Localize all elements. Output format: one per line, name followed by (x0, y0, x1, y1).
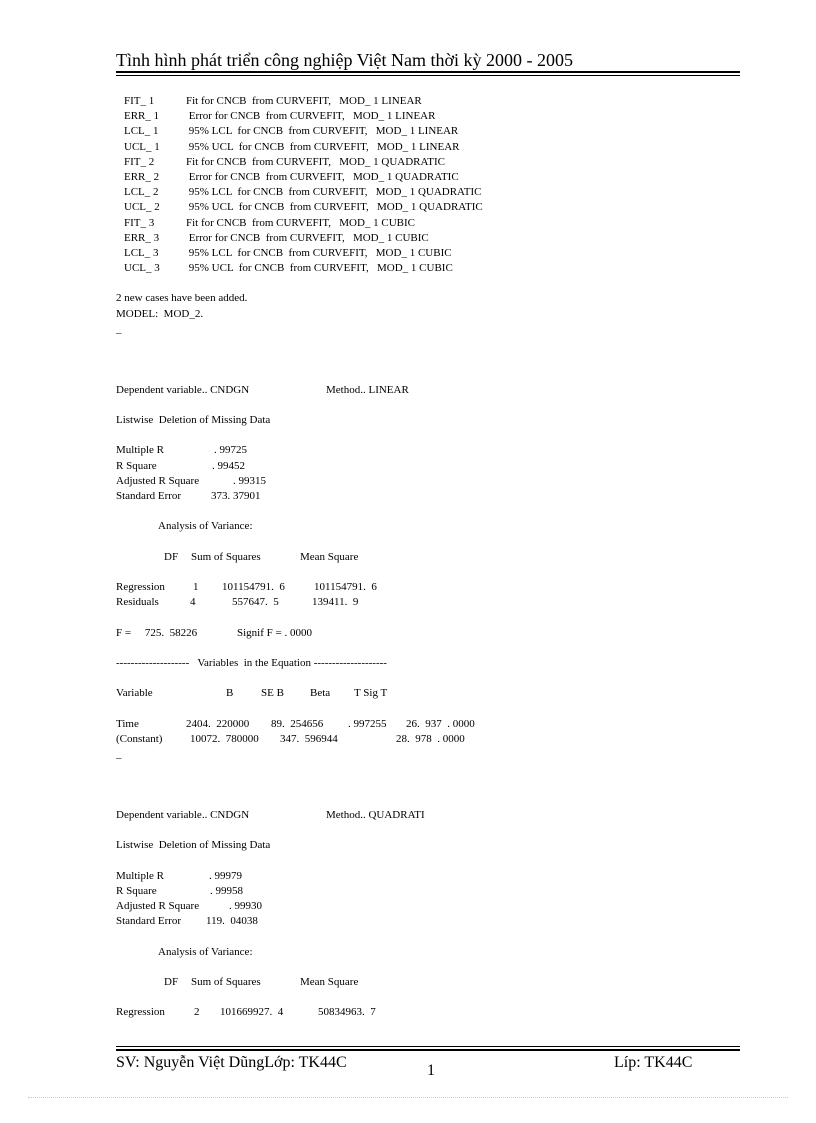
stat-label: Standard Error (116, 915, 182, 928)
spss-output (116, 94, 736, 1020)
coef-seb: 89. 254656 (271, 717, 324, 730)
variable-desc: 95% LCL for CNCB from CURVEFIT, MOD_ 1 LINEAR (186, 125, 459, 138)
anova-row-label: Regression (116, 581, 165, 593)
variable-row (116, 216, 736, 231)
cases-added-note (116, 291, 736, 306)
anova-row-label: Residuals (116, 596, 159, 609)
anova-title-line (116, 519, 736, 534)
coef-beta: . 997255 (348, 717, 387, 730)
variable-name: FIT_ 1 (124, 95, 155, 107)
stat-label: Adjusted R Square (116, 899, 200, 912)
variable-desc: 95% UCL for CNCB from CURVEFIT, MOD_ 1 LINEAR (186, 140, 460, 153)
variable-name: ERR_ 3 (124, 231, 160, 244)
f-value: F = 725. 58226 (116, 626, 198, 639)
variable-name: LCL_ 3 (124, 246, 159, 259)
stat-label: R Square (116, 459, 157, 472)
stat-row (116, 869, 736, 884)
listwise-text: Listwise Deletion of Missing Data (116, 413, 271, 426)
coef-header-var: Variable (116, 687, 153, 700)
anova-row (116, 595, 736, 610)
variable-row (116, 155, 736, 170)
stat-row (116, 489, 736, 504)
coef-t: 28. 978 . 0000 (396, 732, 465, 745)
stat-value: 119. 04038 (206, 915, 258, 928)
variable-desc: Fit for CNCB from CURVEFIT, MOD_ 1 LINEAR (186, 95, 422, 107)
coef-var: Time (116, 717, 139, 730)
vars-in-equation-title: -------------------- Variables in the Equation -------------------- (116, 656, 387, 669)
anova-row-label: Regression (116, 1006, 165, 1019)
coef-var: (Constant) (116, 732, 163, 745)
variable-desc: Error for CNCB from CURVEFIT, MOD_ 1 QUADRATIC (186, 170, 459, 183)
method-label: Method.. LINEAR (326, 383, 409, 396)
variable-list (116, 94, 736, 276)
footer-page-number: 1 (427, 1062, 435, 1079)
stat-value: . 99958 (210, 884, 243, 897)
dependent-line (116, 808, 736, 823)
stat-row (116, 443, 736, 458)
listwise-text: Listwise Deletion of Missing Data (116, 839, 271, 852)
coef-header-beta: Beta (310, 687, 331, 700)
anova-title: Analysis of Variance: (158, 945, 253, 958)
variable-name: LCL_ 1 (124, 125, 159, 138)
variable-desc: 95% LCL for CNCB from CURVEFIT, MOD_ 1 CUBIC (186, 246, 452, 259)
anova-row-ms: 50834963. 7 (318, 1006, 376, 1019)
stat-label: Adjusted R Square (116, 474, 200, 487)
stat-value: . 99315 (233, 474, 266, 487)
page-bottom-dotted-line (28, 1097, 788, 1098)
anova-row-ms: 139411. 9 (312, 596, 359, 609)
variable-row (116, 246, 736, 261)
coef-header-t: T Sig T (354, 687, 388, 700)
anova-header-df: DF (164, 975, 179, 988)
separator-dash (116, 322, 736, 337)
anova-row-df: 2 (194, 1006, 200, 1019)
anova-row-ms: 101154791. 6 (314, 581, 377, 593)
stat-row (116, 459, 736, 474)
variable-desc: Error for CNCB from CURVEFIT, MOD_ 1 LINEAR (186, 110, 436, 123)
anova-header-ss: Sum of Squares (191, 550, 261, 563)
stat-row (116, 474, 736, 489)
anova-header-ms: Mean Square (300, 550, 359, 563)
stat-label: R Square (116, 884, 157, 897)
dash-text: _ (116, 322, 122, 335)
stat-value: . 99725 (214, 444, 247, 457)
coef-header-b: B (226, 687, 234, 700)
stat-value: . 99979 (209, 869, 242, 882)
variable-name: UCL_ 2 (124, 201, 160, 214)
variable-name: FIT_ 2 (124, 155, 155, 168)
vars-in-equation-line (116, 656, 736, 671)
anova-header-ss: Sum of Squares (191, 975, 261, 988)
coef-b: 2404. 220000 (186, 717, 250, 730)
coef-row (116, 717, 736, 732)
footer-rule-thin (116, 1046, 740, 1047)
variable-row (116, 124, 736, 139)
variable-row (116, 94, 736, 109)
listwise-line (116, 838, 736, 853)
stat-row (116, 914, 736, 929)
variable-row (116, 185, 736, 200)
anova-row-ss: 557647. 5 (232, 596, 279, 609)
stat-label: Multiple R (116, 444, 164, 457)
variable-row (116, 200, 736, 215)
anova-row (116, 580, 736, 595)
page-header-title: Tình hình phát triển công nghiệp Việt Nam thời kỳ 2000 - 2005 (116, 50, 574, 70)
coef-t: 26. 937 . 0000 (406, 717, 475, 730)
anova-title: Analysis of Variance: (158, 520, 253, 533)
coef-header (116, 686, 736, 701)
anova-row (116, 1005, 736, 1020)
footer-rule-thick (116, 1049, 740, 1051)
variable-desc: Fit for CNCB from CURVEFIT, MOD_ 1 QUADRATIC (186, 155, 445, 168)
stat-row (116, 899, 736, 914)
variable-name: ERR_ 1 (124, 110, 160, 123)
anova-header (116, 550, 736, 565)
coef-seb: 347. 596944 (280, 732, 338, 745)
coef-header-seb: SE B (261, 687, 284, 700)
stat-label: Standard Error (116, 489, 182, 502)
anova-row-df: 1 (193, 581, 199, 593)
linear-model-block (116, 383, 736, 763)
coef-row (116, 732, 736, 747)
model-text: MODEL: MOD_2. (116, 307, 204, 320)
variable-desc: 95% UCL for CNCB from CURVEFIT, MOD_ 1 QUADRATIC (186, 201, 483, 214)
cases-added-text: 2 new cases have been added. (116, 292, 248, 305)
listwise-line (116, 413, 736, 428)
dependent-variable: Dependent variable.. CNDGN (116, 383, 250, 396)
dash-text: _ (116, 748, 122, 761)
variable-name: ERR_ 2 (124, 170, 160, 183)
anova-row-ss: 101669927. 4 (220, 1006, 284, 1019)
variable-name: UCL_ 1 (124, 140, 160, 153)
coef-b: 10072. 780000 (190, 732, 259, 745)
header-rule-thick (116, 71, 740, 73)
variable-name: UCL_ 3 (124, 262, 160, 275)
stat-value: 373. 37901 (211, 489, 261, 502)
method-label: Method.. QUADRATI (326, 808, 425, 821)
separator-dash (116, 747, 736, 762)
anova-row-df: 4 (190, 596, 196, 609)
header-rule-thin (116, 75, 740, 76)
anova-header-df: DF (164, 550, 179, 563)
stat-label: Multiple R (116, 869, 164, 882)
anova-header (116, 975, 736, 990)
dependent-line (116, 383, 736, 398)
variable-desc: 95% UCL for CNCB from CURVEFIT, MOD_ 1 CUBIC (186, 262, 453, 275)
footer-student: SV: Nguyễn Việt DũngLớp: TK44C (116, 1054, 347, 1071)
variable-name: LCL_ 2 (124, 186, 159, 199)
variable-desc: Fit for CNCB from CURVEFIT, MOD_ 1 CUBIC (186, 216, 416, 229)
variable-row (116, 170, 736, 185)
anova-title-line (116, 945, 736, 960)
signif-f: Signif F = . 0000 (237, 626, 312, 639)
stat-row (116, 884, 736, 899)
variable-row (116, 231, 736, 246)
variable-row (116, 109, 736, 124)
anova-header-ms: Mean Square (300, 975, 359, 988)
stat-value: . 99452 (212, 459, 245, 472)
anova-row-ss: 101154791. 6 (222, 581, 285, 593)
variable-row (116, 261, 736, 276)
variable-name: FIT_ 3 (124, 216, 155, 229)
dependent-variable: Dependent variable.. CNDGN (116, 808, 250, 821)
stat-value: . 99930 (229, 899, 262, 912)
variable-desc: 95% LCL for CNCB from CURVEFIT, MOD_ 1 QUADRATIC (186, 186, 482, 199)
model-line (116, 307, 736, 322)
f-stat-line (116, 626, 736, 641)
quadratic-model-block (116, 808, 736, 1021)
variable-desc: Error for CNCB from CURVEFIT, MOD_ 1 CUBIC (186, 231, 429, 244)
footer-class: Líp: TK44C (614, 1054, 693, 1071)
variable-row (116, 140, 736, 155)
